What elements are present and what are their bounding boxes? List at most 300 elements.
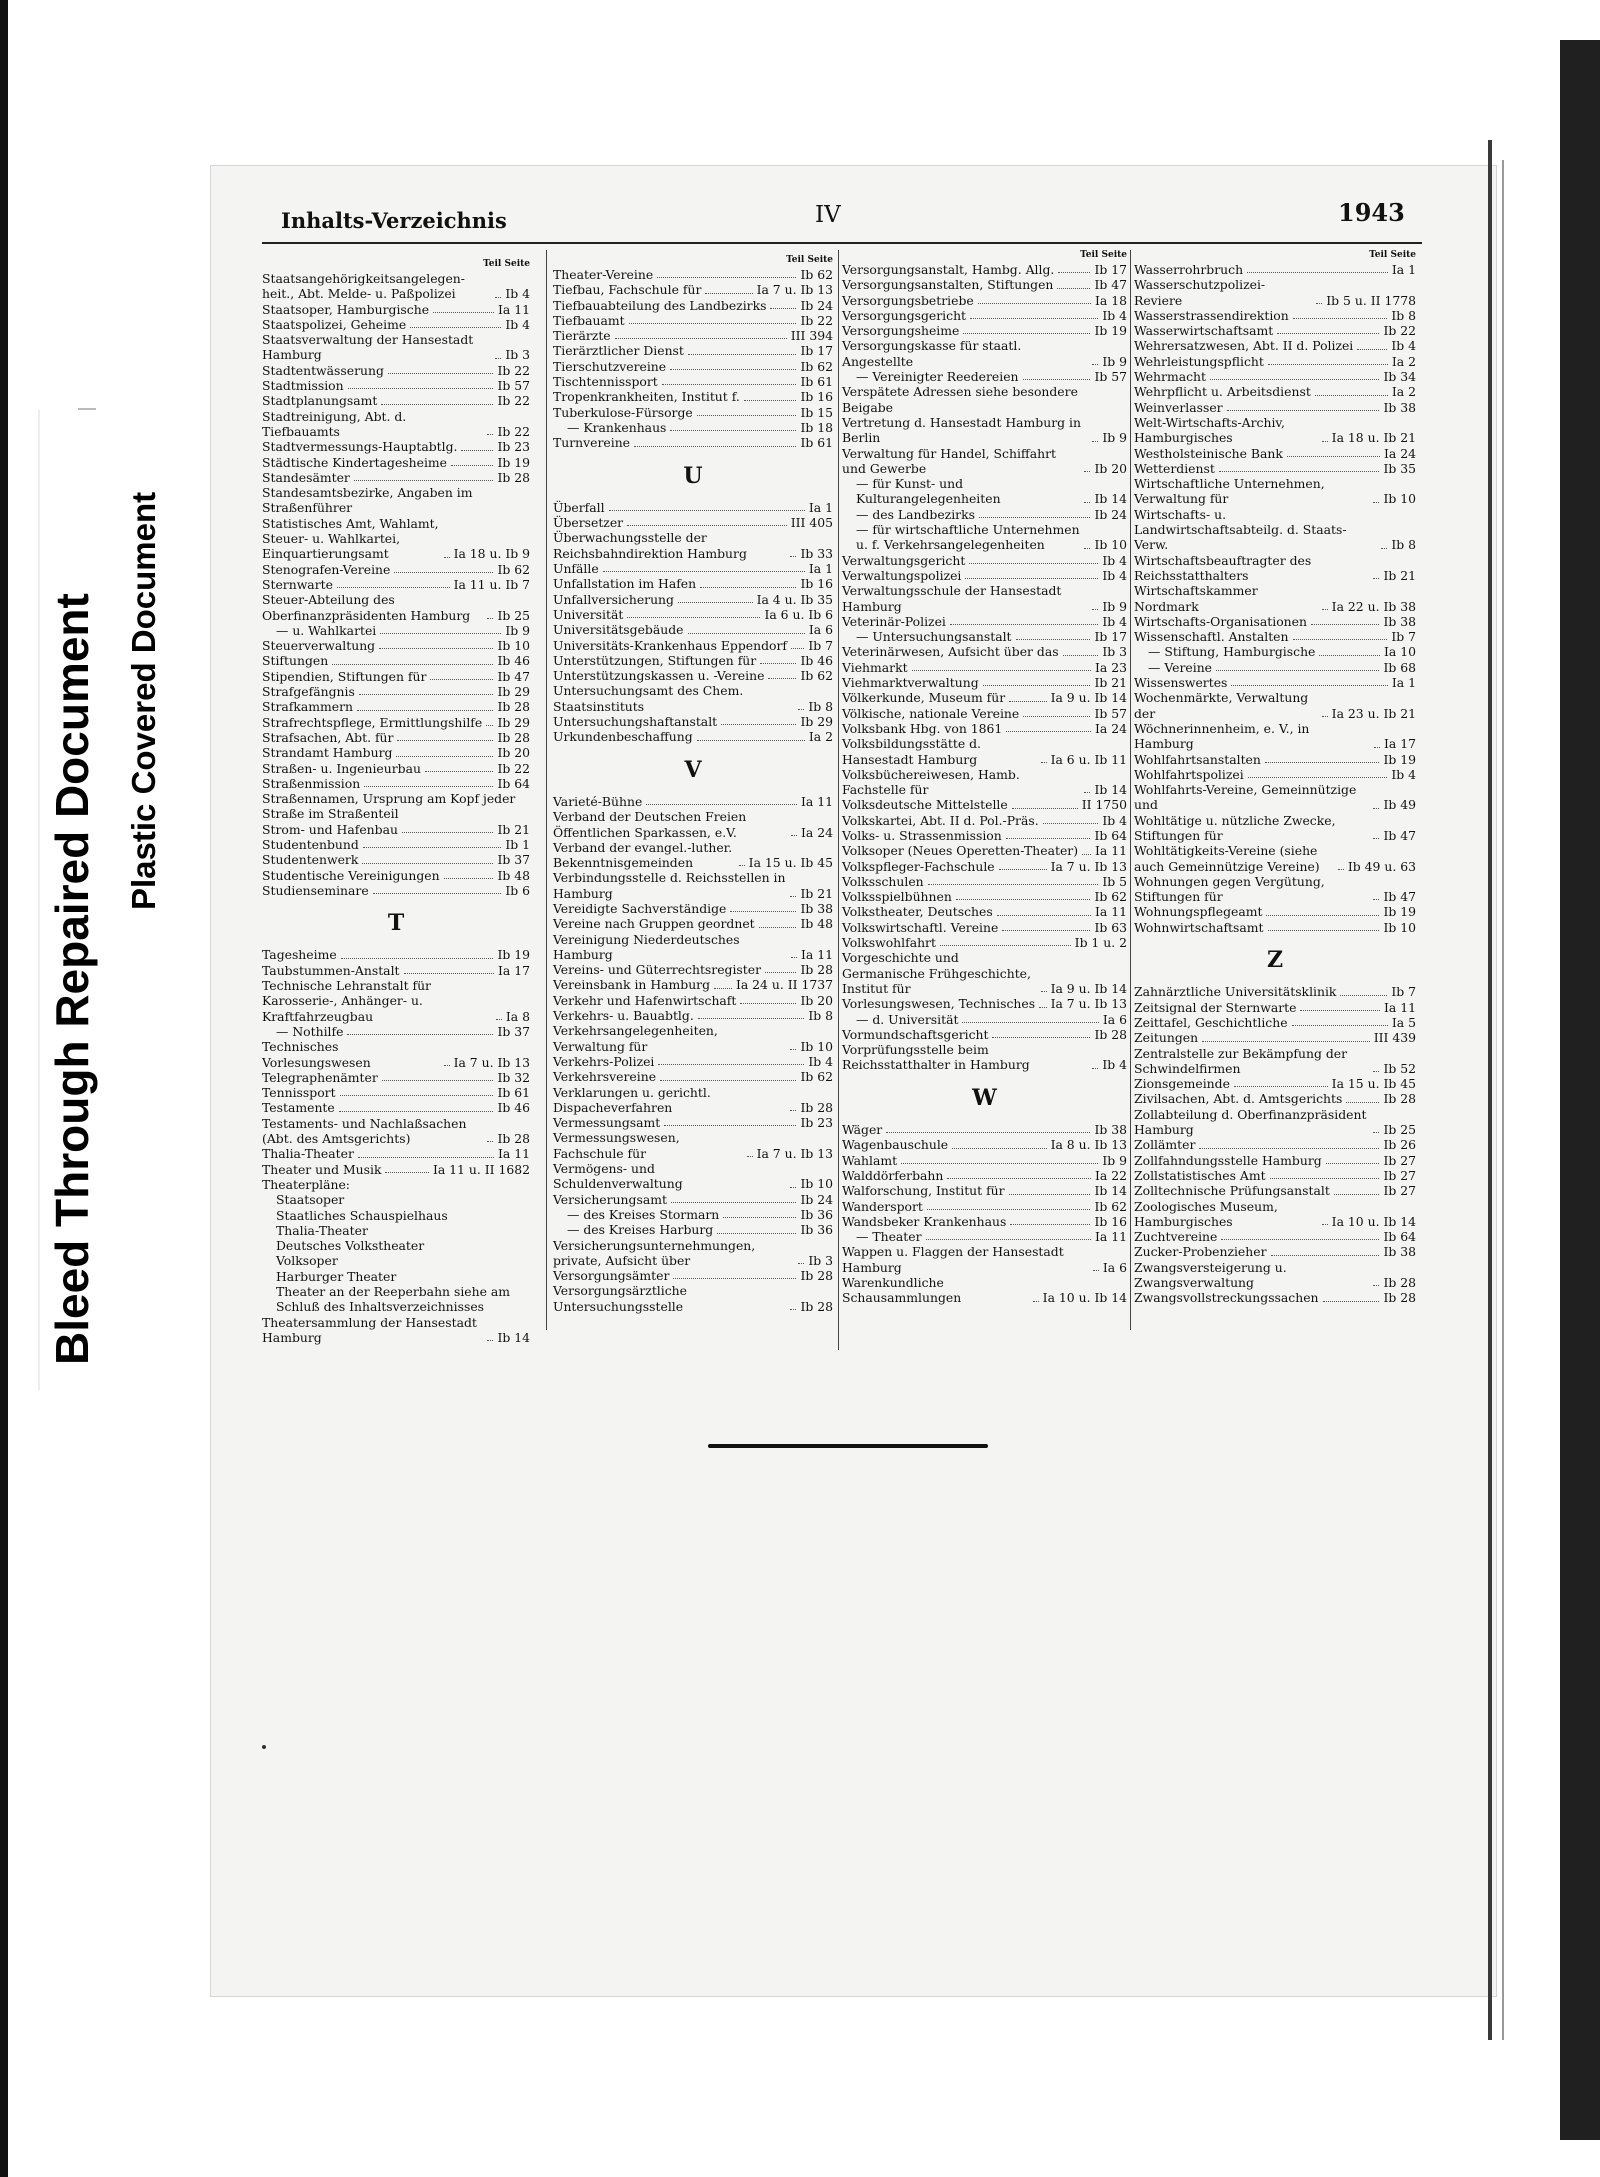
dot-leader <box>402 832 494 833</box>
entry-term: Vereidigte Sachverständige <box>553 900 727 916</box>
entry-reference: Ib 9 <box>1102 598 1127 614</box>
dot-leader <box>1202 1041 1370 1042</box>
entry-term: Strafgefängnis <box>262 684 355 700</box>
index-entry <box>842 338 1127 369</box>
index-entry <box>1134 400 1416 415</box>
entry-term: Strafkammern <box>262 699 353 715</box>
dot-leader <box>791 648 804 649</box>
entry-reference: Ia 5 <box>1391 1014 1416 1030</box>
entry-term: Steuer-Abteilung des Oberfinanzpräsidenten Hamburg <box>262 592 471 623</box>
index-entry <box>842 1042 1127 1073</box>
dot-leader <box>1271 1255 1380 1256</box>
entry-term: Studentenbund <box>262 836 359 852</box>
index-entry <box>842 797 1127 812</box>
entry-term: Straßen- u. Ingenieurbau <box>262 760 421 776</box>
dot-leader <box>770 308 796 309</box>
index-entry <box>1134 583 1416 614</box>
index-entry <box>553 1085 833 1116</box>
entry-term: Wirtschafts- u. Landwirtschaftsabteilg. d. Staats-Verw. <box>1134 506 1347 553</box>
dot-leader <box>1373 838 1379 839</box>
dot-leader <box>886 1132 1090 1133</box>
entry-reference: Ia 6 <box>1102 1259 1127 1275</box>
entry-term: Wehrpflicht u. Arbeitsdienst <box>1134 384 1311 400</box>
dot-leader <box>385 1172 428 1173</box>
entry-reference: Ia 11 <box>1095 1229 1127 1245</box>
dot-leader <box>1292 1025 1388 1026</box>
dot-leader <box>697 415 797 416</box>
dot-leader <box>430 679 493 680</box>
dot-leader <box>1084 792 1090 793</box>
entry-term: Verklarungen u. gerichtl. Dispacheverfahren <box>553 1084 711 1115</box>
dot-leader <box>337 587 450 588</box>
entry-term: Wirtschaftliche Unternehmen, Verwaltung für <box>1134 476 1325 507</box>
entry-term: Wohltätige u. nützliche Zwecke, Stiftungen für <box>1134 812 1336 843</box>
entry-reference: Ib 14 <box>1094 782 1127 798</box>
entry-reference: Ia 18 <box>1095 292 1127 308</box>
entry-reference: Ib 4 <box>1102 812 1127 828</box>
dot-leader <box>970 318 1098 319</box>
index-entry <box>1134 446 1416 461</box>
index-entry <box>262 623 530 638</box>
dot-leader <box>634 446 796 447</box>
entry-reference: Ib 22 <box>1383 323 1416 339</box>
entry-term: Städtische Kindertagesheime <box>262 454 448 470</box>
index-entry <box>553 313 833 328</box>
dot-leader <box>1210 379 1379 380</box>
dot-leader <box>697 740 805 741</box>
entry-reference: II 1750 <box>1081 797 1127 813</box>
entry-reference: Ib 62 <box>1094 889 1127 905</box>
dot-leader <box>1092 609 1098 610</box>
column-header: Teil Seite <box>483 259 530 269</box>
entry-reference: III 439 <box>1373 1030 1416 1046</box>
dot-leader <box>404 973 494 974</box>
entry-term: — Vereine <box>1148 659 1213 675</box>
entry-reference: Ia 11 <box>801 946 833 962</box>
entry-reference: Ia 8 <box>505 1008 530 1024</box>
index-entry <box>262 1208 530 1223</box>
entry-reference: Ib 27 <box>1383 1183 1416 1199</box>
index-entry <box>553 405 833 420</box>
index-entry <box>1134 767 1416 782</box>
entry-reference: Ia 11 <box>801 793 833 809</box>
dot-leader <box>394 572 493 573</box>
dot-leader <box>1084 471 1090 472</box>
dot-leader <box>698 1018 805 1019</box>
entry-reference: Ia 17 <box>1384 736 1416 752</box>
entry-term: Studentenwerk <box>262 852 359 868</box>
dot-leader <box>1373 899 1379 900</box>
entry-reference: Ia 22 u. Ib 38 <box>1331 598 1416 614</box>
dot-leader <box>965 578 1098 579</box>
dot-leader <box>1322 609 1328 610</box>
dot-leader <box>1346 1102 1379 1103</box>
dot-leader <box>1084 548 1090 549</box>
index-entry <box>262 1039 530 1070</box>
dot-leader <box>339 1111 494 1112</box>
entry-reference: Ib 49 u. 63 <box>1347 858 1416 874</box>
entry-term: Walforschung, Institut für <box>842 1183 1005 1199</box>
index-entry <box>1134 1183 1416 1198</box>
entry-reference: Ib 24 <box>800 297 833 313</box>
dot-leader <box>947 1178 1091 1179</box>
entry-term: Zeittafel, Geschichtliche <box>1134 1014 1288 1030</box>
entry-term: Tischtennissport <box>553 374 658 390</box>
entry-term: Wohnwirtschaftsamt <box>1134 919 1264 935</box>
entry-reference: Ib 10 <box>497 638 530 654</box>
entry-term: Überwachungsstelle der Reichsbahndirektion Hamburg <box>553 530 747 561</box>
dot-leader <box>1093 1270 1099 1271</box>
dot-leader <box>495 297 501 298</box>
index-entry <box>842 767 1127 798</box>
entry-term: Verkehrsvereine <box>553 1069 657 1085</box>
entry-reference: Ia 6 u. Ib 11 <box>1050 751 1127 767</box>
entry-reference: Ib 63 <box>1094 919 1127 935</box>
entry-reference: Ib 57 <box>497 378 530 394</box>
index-entry <box>553 282 833 297</box>
entry-reference: Ib 22 <box>497 760 530 776</box>
entry-reference: Ia 2 <box>808 729 833 745</box>
dot-leader <box>1293 639 1388 640</box>
entry-reference: Ib 26 <box>1383 1137 1416 1153</box>
index-entry <box>262 776 530 791</box>
entry-term: Tiefbau, Fachschule für <box>553 282 702 298</box>
dot-leader <box>723 1217 796 1218</box>
index-entry <box>553 1054 833 1069</box>
entry-reference: Ia 7 u. Ib 13 <box>1050 858 1127 874</box>
index-entry <box>1134 1000 1416 1015</box>
entry-reference: Ia 23 <box>1095 659 1127 675</box>
index-entry <box>842 1244 1127 1275</box>
dot-leader <box>1009 701 1046 702</box>
index-entry <box>1134 675 1416 690</box>
entry-reference: Ia 10 u. Ib 14 <box>1042 1290 1127 1306</box>
dot-leader <box>603 571 805 572</box>
dot-leader <box>381 404 493 405</box>
entry-reference: Ib 4 <box>808 1053 833 1069</box>
entry-term: Turnvereine <box>553 435 631 451</box>
index-entry <box>553 561 833 576</box>
index-entry <box>842 935 1127 950</box>
index-entry <box>842 553 1127 568</box>
dot-leader <box>1326 1163 1380 1164</box>
index-entry <box>842 996 1127 1011</box>
index-entry <box>842 629 1127 644</box>
entry-reference: Ib 7 <box>1391 629 1416 645</box>
entry-reference: Ib 5 <box>1102 873 1127 889</box>
entry-term: — Krankenhaus <box>567 419 667 435</box>
index-entry <box>1134 1015 1416 1030</box>
entry-term: Wohlfahrtsanstalten <box>1134 751 1261 767</box>
entry-term: Wahlamt <box>842 1152 898 1168</box>
index-entry <box>262 684 530 699</box>
dot-leader <box>730 911 796 912</box>
entry-term: Zeitsignal der Sternwarte <box>1134 999 1297 1015</box>
entry-reference: Ib 1 u. 2 <box>1074 935 1127 951</box>
entry-term: Versorgungsheime <box>842 323 960 339</box>
dot-leader <box>1287 456 1380 457</box>
entry-reference: Ib 10 <box>800 1038 833 1054</box>
entry-reference: Ib 28 <box>800 1268 833 1284</box>
index-entry <box>1134 782 1416 813</box>
index-entry <box>553 901 833 916</box>
entry-term: Volksdeutsche Mittelstelle <box>842 797 1008 813</box>
dot-leader <box>359 694 494 695</box>
entry-reference: Ia 11 <box>498 1146 530 1162</box>
entry-term: Verband der evangel.-luther. Bekenntnisgemeinden <box>553 839 733 871</box>
entry-reference: Ib 14 <box>1094 1183 1127 1199</box>
entry-term: Standesämter <box>262 469 350 485</box>
dot-leader <box>1374 747 1380 748</box>
index-entry <box>262 1223 530 1238</box>
dot-leader <box>1002 930 1090 931</box>
index-entry <box>1134 1046 1416 1077</box>
entry-term: Thalia-Theater <box>262 1146 354 1162</box>
index-entry <box>553 267 833 282</box>
entry-term: Volksoper <box>276 1253 338 1269</box>
entry-reference: Ib 15 <box>800 404 833 420</box>
entry-reference: Ib 21 <box>800 885 833 901</box>
entry-reference: Ia 24 <box>1095 720 1127 736</box>
entry-reference: Ib 38 <box>800 900 833 916</box>
index-entry <box>842 644 1127 659</box>
section-letter: Z <box>1266 947 1284 974</box>
entry-term: Tennissport <box>262 1085 336 1101</box>
dot-leader <box>396 756 493 757</box>
index-entry <box>553 932 833 963</box>
entry-term: Wehrersatzwesen, Abt. II d. Polizei <box>1134 338 1354 354</box>
entry-term: Viehmarktverwaltung <box>842 675 979 691</box>
entry-reference: Ia 11 <box>1384 999 1416 1015</box>
entry-term: Vermessungsamt <box>553 1115 661 1131</box>
index-entry <box>842 874 1127 889</box>
entry-term: Technische Lehranstalt für Karosserie-, Anhänger- u. Kraftfahrzeugbau <box>262 978 431 1024</box>
dot-leader <box>999 869 1047 870</box>
dot-leader <box>978 303 1091 304</box>
index-entry <box>842 1137 1127 1152</box>
entry-term: Wohlfahrts-Vereine, Gemeinnützige und <box>1134 782 1357 813</box>
entry-reference: Ia 7 u. Ib 13 <box>453 1054 530 1070</box>
dot-leader <box>444 878 494 879</box>
index-entry <box>553 840 833 871</box>
dot-leader <box>791 835 797 836</box>
entry-reference: Ib 38 <box>1094 1122 1127 1138</box>
index-entry <box>553 1115 833 1130</box>
index-entry <box>262 761 530 776</box>
entry-term: — u. Wahlkartei <box>276 622 377 638</box>
index-entry <box>1134 920 1416 935</box>
dot-leader <box>487 618 493 619</box>
entry-reference: Ib 46 <box>497 1100 530 1116</box>
entry-term: Urkundenbeschaffung <box>553 729 693 745</box>
entry-reference: Ib 24 <box>1094 506 1127 522</box>
entry-term: Staatspolizei, Geheime <box>262 316 407 332</box>
index-entry <box>1134 904 1416 919</box>
entry-term: Stadtplanungsamt <box>262 393 378 409</box>
dot-leader <box>1219 471 1380 472</box>
entry-reference: Ia 9 u. Ib 14 <box>1050 980 1127 996</box>
index-entry <box>553 1069 833 1084</box>
dot-leader <box>747 1156 753 1157</box>
dot-leader <box>1084 502 1090 503</box>
entry-reference: Ia 2 <box>1391 384 1416 400</box>
entry-term: Zoologisches Museum, Hamburgisches <box>1134 1198 1278 1229</box>
entry-reference: Ib 29 <box>800 714 833 730</box>
dot-leader <box>1058 272 1090 273</box>
index-entry <box>553 653 833 668</box>
entry-term: Stadtvermessungs-Hauptabtlg. <box>262 439 458 455</box>
entry-term: Theatersammlung der Hansestadt Hamburg <box>262 1314 477 1345</box>
index-entry <box>262 302 530 317</box>
index-entry <box>262 1085 530 1100</box>
entry-term: Veterinärwesen, Aufsicht über das <box>842 644 1059 660</box>
entry-term: Wagenbauschule <box>842 1137 949 1153</box>
index-entry <box>842 859 1127 874</box>
index-entry <box>842 369 1127 384</box>
dot-leader <box>1340 995 1387 996</box>
dot-leader <box>627 525 787 526</box>
entry-reference: Ib 8 <box>1391 307 1416 323</box>
entry-reference: Ib 25 <box>497 607 530 623</box>
entry-term: Unterstützungen, Stiftungen für <box>553 652 757 668</box>
dot-leader <box>660 1080 796 1081</box>
entry-term: Versorgungsärztliche Untersuchungsstelle <box>553 1283 687 1314</box>
index-entry <box>262 791 530 822</box>
index-entry <box>842 262 1127 277</box>
dot-leader <box>486 725 493 726</box>
dot-leader <box>1338 869 1344 870</box>
entry-reference: Ia 1 <box>808 499 833 515</box>
dot-leader <box>688 354 797 355</box>
entry-reference: Ib 27 <box>1383 1167 1416 1183</box>
index-entry <box>553 1222 833 1237</box>
section-letter: T <box>387 910 405 937</box>
entry-reference: Ib 19 <box>497 454 530 470</box>
entry-term: Volksschulen <box>842 873 924 889</box>
dot-leader <box>364 786 493 787</box>
dot-leader <box>952 1148 1046 1149</box>
entry-reference: Ib 10 <box>800 1176 833 1192</box>
dot-leader <box>705 293 752 294</box>
entry-term: Verband der Deutschen Freien Öffentlichen Sparkassen, e.V. <box>553 809 747 840</box>
dot-leader <box>1248 777 1388 778</box>
index-entry <box>262 485 530 516</box>
entry-term: Deutsches Volkstheater <box>276 1238 425 1254</box>
entry-term: Volksspielbühnen <box>842 889 952 905</box>
entry-term: Volkstheater, Deutsches <box>842 904 993 920</box>
entry-reference: Ib 64 <box>497 775 530 791</box>
dot-leader <box>354 480 494 481</box>
entry-term: Verkehrsangelegenheiten, Verwaltung für <box>553 1023 718 1054</box>
index-entry <box>842 277 1127 292</box>
index-entry <box>842 690 1127 705</box>
index-entry <box>262 1192 530 1207</box>
entry-term: Volks- u. Strassenmission <box>842 827 1002 843</box>
dot-leader <box>1322 1224 1328 1225</box>
entry-reference: Ia 11 <box>1095 904 1127 920</box>
dot-leader <box>901 1163 1098 1164</box>
entry-reference: Ia 15 u. Ib 45 <box>1331 1076 1416 1092</box>
entry-reference: Ib 28 <box>1094 1026 1127 1042</box>
index-entry <box>1134 721 1416 752</box>
entry-term: Tierärztlicher Dienst <box>553 343 684 359</box>
dot-leader <box>461 450 493 451</box>
entry-term: Wohnungen gegen Vergütung, Stiftungen für <box>1134 873 1325 905</box>
dot-leader <box>1334 1194 1380 1195</box>
index-entry <box>262 1024 530 1039</box>
dot-leader <box>798 709 804 710</box>
section-letter: U <box>683 462 703 489</box>
entry-reference: Ia 18 u. Ib 21 <box>1331 430 1416 446</box>
dot-leader <box>615 338 787 339</box>
entry-reference: Ib 68 <box>1383 659 1416 675</box>
entry-term: Staatliches Schauspielhaus <box>276 1207 448 1223</box>
entry-reference: Ib 34 <box>1383 369 1416 385</box>
index-entry <box>1134 1260 1416 1291</box>
entry-term: Völkerkunde, Museum für <box>842 690 1006 706</box>
index-entry <box>553 1238 833 1269</box>
entry-term: Volkswirtschaftl. Vereine <box>842 919 999 935</box>
dot-leader <box>1277 333 1379 334</box>
entry-term: — des Kreises Harburg <box>567 1222 714 1238</box>
entry-reference: Ib 8 <box>808 698 833 714</box>
column-separator <box>546 250 547 1330</box>
entry-term: Straßennamen, Ursprung am Kopf jeder Straße im Straßenteil <box>262 791 516 822</box>
entry-term: — für Kunst- und Kulturangelegenheiten <box>856 476 1001 507</box>
index-entry <box>1134 1091 1416 1106</box>
entry-term: Viehmarkt <box>842 659 908 675</box>
index-entry <box>262 1238 530 1253</box>
entry-reference: Ib 28 <box>800 962 833 978</box>
entry-reference: Ib 48 <box>800 916 833 932</box>
entry-term: Zollabteilung d. Oberfinanzpräsident Hamburg <box>1134 1106 1367 1138</box>
index-entry <box>842 384 1127 415</box>
entry-reference: Ia 8 u. Ib 13 <box>1050 1137 1127 1153</box>
entry-reference: Ib 9 <box>1102 353 1127 369</box>
dot-leader <box>1266 915 1379 916</box>
index-entry <box>842 1012 1127 1027</box>
index-entry <box>1134 338 1416 353</box>
entry-reference: Ia 24 <box>801 824 833 840</box>
dot-leader <box>1316 303 1322 304</box>
column-separator <box>838 250 839 1350</box>
entry-term: Theaterpläne: <box>262 1176 350 1192</box>
index-entry <box>262 852 530 867</box>
index-entry <box>553 359 833 374</box>
index-entry <box>553 668 833 683</box>
entry-term: Unfälle <box>553 561 599 577</box>
dot-leader <box>629 323 797 324</box>
entry-reference: Ia 24 <box>1384 445 1416 461</box>
dot-leader <box>664 1125 796 1126</box>
index-entry <box>842 507 1127 522</box>
entry-term: Taubstummen-Anstalt <box>262 962 400 978</box>
entry-reference: Ib 4 <box>505 286 530 302</box>
index-entry <box>553 1268 833 1283</box>
dot-leader <box>740 1003 796 1004</box>
entry-reference: Ib 47 <box>1383 889 1416 905</box>
entry-reference: Ib 3 <box>505 347 530 363</box>
index-entry <box>262 837 530 852</box>
entry-term: Technisches Vorlesungswesen <box>262 1039 371 1070</box>
entry-term: Versorgungsämter <box>553 1268 670 1284</box>
entry-term: Sternwarte <box>262 576 333 592</box>
index-entry <box>262 1100 530 1115</box>
entry-reference: Ib 62 <box>800 668 833 684</box>
dot-leader <box>1234 1086 1328 1087</box>
dot-leader <box>1373 1285 1379 1286</box>
index-entry <box>262 730 530 745</box>
